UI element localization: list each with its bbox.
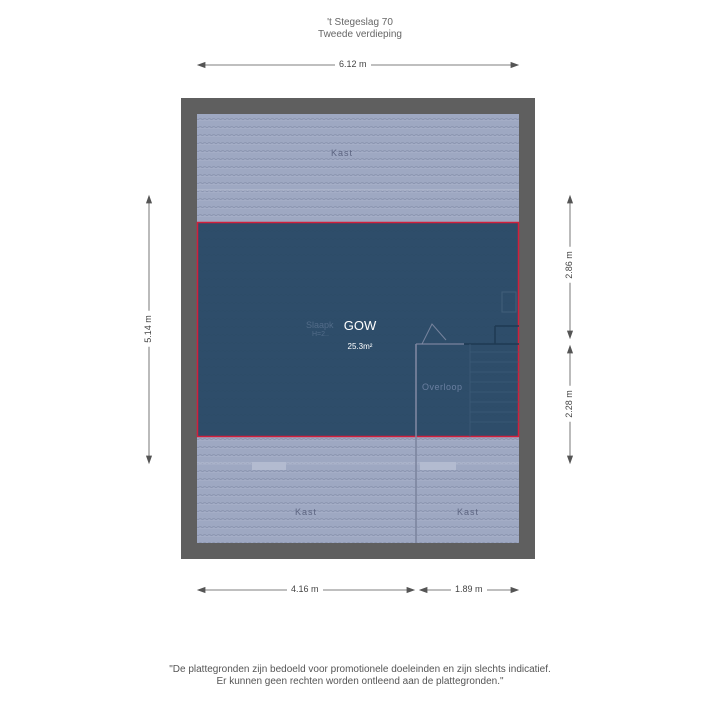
floor-title: Tweede verdieping [318,29,402,40]
dimension-top-width: 6.12 m [335,59,371,69]
dimension-bottom-left-width: 4.16 m [287,584,323,594]
room-label-bottom-left-storage: Kast [294,507,317,517]
address-title: 't Stegeslag 70 [327,17,393,28]
room-label-top-storage: Kast [331,148,354,158]
room-label-gow: GOW [343,318,377,333]
dimension-right-bottom-height: 2.28 m [564,386,574,422]
room-label-bottom-right-storage: Kast [456,507,479,517]
disclaimer-line-2: Er kunnen geen rechten worden ontleend aan de plattegronden." [216,676,504,687]
dimension-bottom-right-width: 1.89 m [451,584,487,594]
disclaimer-line-1: "De plattegronden zijn bedoeld voor promotionele doeleinden en zijn slechts indicatief. [169,664,551,675]
faded-room-name: Slaapk [306,320,334,330]
room-area-gow: 25.3m² [347,342,373,351]
dimension-right-top-height: 2.86 m [564,247,574,283]
room-label-landing: Overloop [422,382,463,392]
faded-room-height: H=2.. [312,331,329,338]
dimension-left-height: 5.14 m [143,311,153,347]
